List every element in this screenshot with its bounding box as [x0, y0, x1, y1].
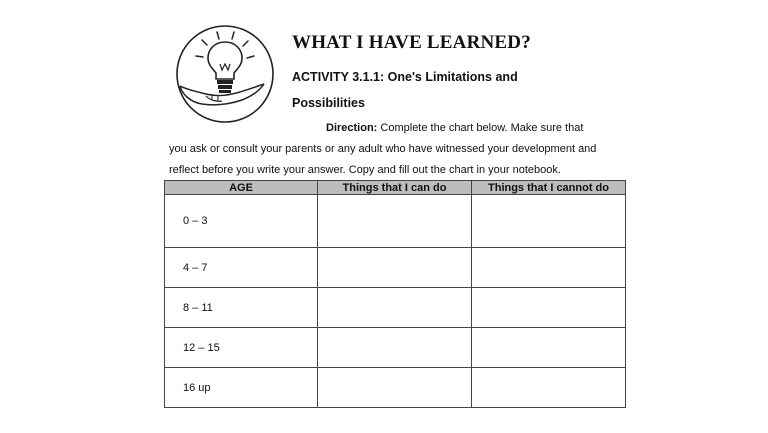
direction-rest: you ask or consult your parents or any adult who have witnessed your development and reflect before you write your answer. Copy and fill out the chart in your notebook. [169, 143, 597, 176]
age-cell: 16 up [165, 368, 318, 408]
chart-header-row [165, 181, 626, 195]
can-do-cell[interactable] [318, 248, 472, 288]
table-row [165, 368, 626, 408]
header-can-do: Things that I can do [318, 181, 472, 195]
direction-label: Direction: [326, 122, 378, 134]
can-do-cell[interactable] [318, 328, 472, 368]
lightbulb-in-hand-icon [172, 24, 278, 124]
table-row [165, 248, 626, 288]
table-row [165, 288, 626, 328]
header-age: AGE [165, 181, 318, 195]
can-do-cell[interactable] [318, 368, 472, 408]
direction-text [169, 118, 629, 181]
table-row [165, 328, 626, 368]
can-do-cell[interactable] [318, 195, 472, 248]
header-cannot-do: Things that I cannot do [472, 181, 626, 195]
cannot-do-cell[interactable] [472, 328, 626, 368]
page-title: WHAT I HAVE LEARNED? [292, 32, 531, 53]
age-cell: 8 – 11 [165, 288, 318, 328]
limitations-chart [164, 180, 626, 408]
table-row [165, 195, 626, 248]
activity-title: ACTIVITY 3.1.1: One's Limitations and Possibilities [292, 70, 518, 110]
age-cell: 0 – 3 [165, 195, 318, 248]
age-cell: 12 – 15 [165, 328, 318, 368]
cannot-do-cell[interactable] [472, 368, 626, 408]
age-cell: 4 – 7 [165, 248, 318, 288]
cannot-do-cell[interactable] [472, 195, 626, 248]
cannot-do-cell[interactable] [472, 248, 626, 288]
cannot-do-cell[interactable] [472, 288, 626, 328]
direction-line1: Complete the chart below. Make sure that [380, 122, 584, 134]
can-do-cell[interactable] [318, 288, 472, 328]
